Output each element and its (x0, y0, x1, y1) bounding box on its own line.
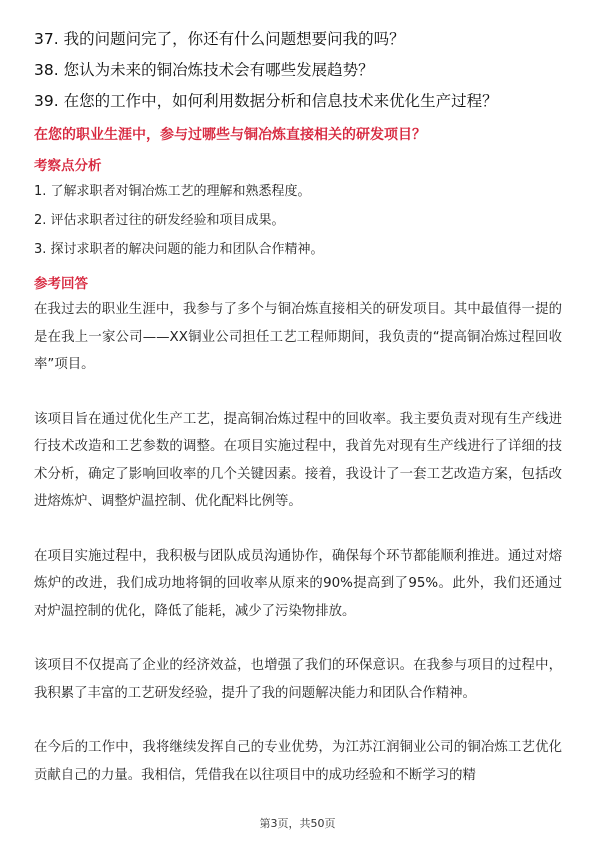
answer-paragraph: 在我过去的职业生涯中，我参与了多个与铜冶炼直接相关的研发项目。其中最值得一提的是在我上一家公司——XX铜业公司担任工艺工程师期间，我负责的“提高铜冶炼过程回收率”项目。 (34, 302, 562, 372)
page-number: 第3页，共50页 (259, 817, 336, 830)
question-item (34, 24, 564, 55)
question-list (34, 24, 564, 117)
question-text: 我的问题问完了，你还有什么问题想要问我的吗？ (63, 30, 405, 48)
answer-paragraph: 在今后的工作中，我将继续发挥自己的专业优势，为江苏江润铜业公司的铜冶炼工艺优化贡献自己的力量。我相信，凭借我在以往项目中的成功经验和不断学习的精 (34, 740, 562, 783)
analysis-item: 1. 了解求职者对铜冶炼工艺的理解和熟悉程度。 (34, 184, 311, 199)
answer-paragraph: 在项目实施过程中，我积极与团队成员沟通协作，确保每个环节都能顺利推进。通过对熔炼炉的改进，我们成功地将铜的回收率从原来的90%提高到了95%。此外，我们还通过对炉温控制的优化，降低了能耗，减少了污染物排放。 (34, 548, 562, 619)
analysis-item: 2. 评估求职者过往的研发经验和项目成果。 (34, 213, 285, 228)
question-number: 38. (34, 61, 59, 79)
answer-heading: 参考回答 (34, 276, 88, 292)
section-title: 在您的职业生涯中，参与过哪些与铜冶炼直接相关的研发项目？ (34, 127, 426, 143)
question-text: 在您的工作中，如何利用数据分析和信息技术来优化生产过程？ (63, 92, 498, 110)
question-number: 37. (34, 30, 59, 48)
answer-body (34, 296, 562, 816)
analysis-heading: 考察点分析 (34, 158, 102, 174)
question-text: 您认为未来的铜冶炼技术会有哪些发展趋势？ (63, 61, 374, 79)
answer-paragraph: 该项目不仅提高了企业的经济效益，也增强了我们的环保意识。在我参与项目的过程中，我积累了丰富的工艺研发经验，提升了我的问题解决能力和团队合作精神。 (34, 658, 562, 701)
answer-paragraph: 该项目旨在通过优化生产工艺，提高铜冶炼过程中的回收率。我主要负责对现有生产线进行技术改造和工艺参数的调整。在项目实施过程中，我首先对现有生产线进行了详细的技术分析，确定了影响回收率的几个关键因素。接着，我设计了一套工艺改造方案，包括改进熔炼炉、调整炉温控制、优化配料比例等。 (34, 411, 562, 509)
analysis-item: 3. 探讨求职者的解决问题的能力和团队合作精神。 (34, 242, 324, 257)
question-item (34, 86, 564, 117)
question-number: 39. (34, 92, 59, 110)
question-item (34, 55, 564, 86)
analysis-list (34, 177, 564, 264)
